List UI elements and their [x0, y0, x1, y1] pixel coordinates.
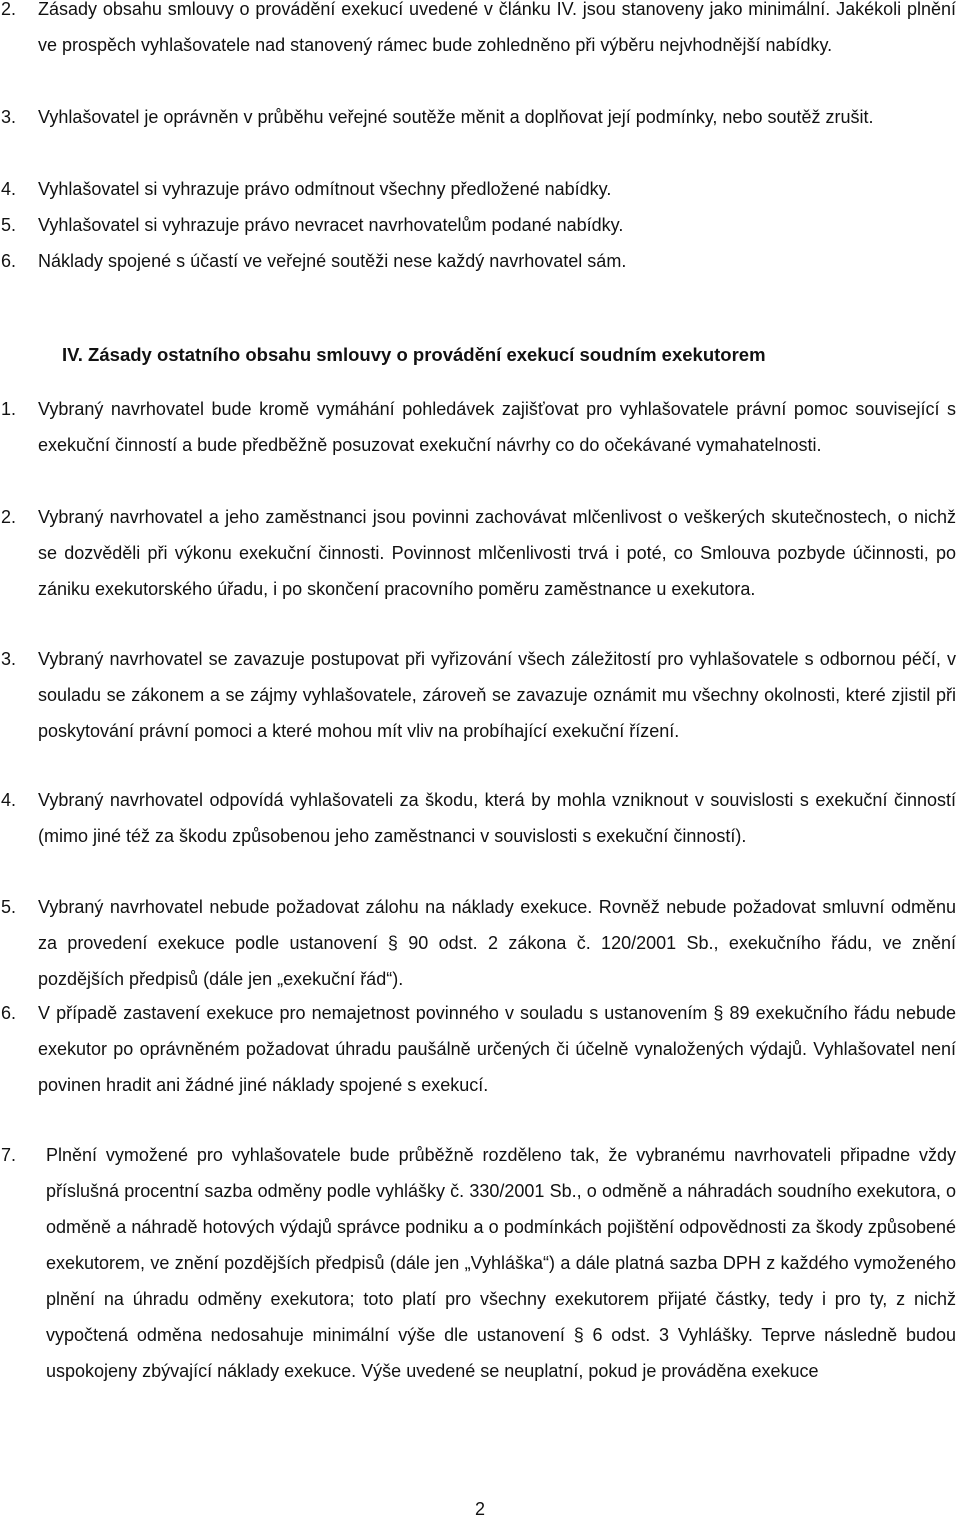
item-number: 6. — [1, 251, 17, 271]
list-item — [0, 995, 956, 1103]
item-text: Vybraný navrhovatel a jeho zaměstnanci jsou povinni zachovávat mlčenlivost o veškerých skutečnostech, o nichž se dozvěděli při výkonu exekuční činnosti. Povinnost mlčenlivosti trvá i poté, co Smlouva pozbyde účinnosti, po zániku exekutorského úřadu, i po skončení pracovního poměru zaměstnance u exekutora. — [38, 507, 956, 599]
item-number: 2. — [1, 507, 17, 527]
list-item — [0, 1137, 956, 1389]
item-number: 6. — [1, 1003, 17, 1023]
item-text: Vybraný navrhovatel odpovídá vyhlašovateli za škodu, která by mohla vzniknout v souvislosti s exekuční činností (mimo jiné též za škodu způsobenou jeho zaměstnanci v souvislosti s exekuční činností). — [38, 790, 956, 846]
item-text: Vyhlašovatel si vyhrazuje právo odmítnout všechny předložené nabídky. — [38, 179, 612, 199]
list-item — [0, 99, 956, 135]
item-number: 1. — [1, 399, 17, 419]
item-text: Vybraný navrhovatel bude kromě vymáhání pohledávek zajišťovat pro vyhlašovatele právní pomoc související s exekuční činností a bude předběžně posuzovat exekuční návrhy co do očekávané vymahatelnosti. — [38, 399, 956, 455]
section-heading: IV. Zásady ostatního obsahu smlouvy o provádění exekucí soudním exekutorem — [62, 344, 766, 365]
item-number: 5. — [1, 215, 17, 235]
page-number: 2 — [474, 1499, 485, 1519]
list-item — [0, 499, 956, 607]
item-text: Náklady spojené s účastí ve veřejné soutěži nese každý navrhovatel sám. — [38, 251, 627, 271]
item-text: Zásady obsahu smlouvy o provádění exekucí uvedené v článku IV. jsou stanoveny jako minimální. Jakékoli plnění ve prospěch vyhlašovatele nad stanovený rámec bude zohledněno při výběru nejvhodnější nabídky. — [38, 0, 956, 55]
list-item — [0, 0, 956, 63]
list-item — [0, 207, 956, 243]
item-number: 3. — [1, 107, 17, 127]
item-text: Plnění vymožené pro vyhlašovatele bude průběžně rozděleno tak, že vybranému navrhovateli připadne vždy příslušná procentní sazba odměny podle vyhlášky č. 330/2001 Sb., o odměně a náhradách soudního exekutora, o odměně a náhradě hotových výdajů správce podniku a o podmínkách pojištění odpovědnosti za škody způsobené exekutorem, ve znění pozdějších předpisů (dále jen „Vyhláška“) a dále platná sazba DPH z každého vymoženého plnění na úhradu odměny exekutora; toto platí pro všechny exekutorem přijaté částky, tedy i pro ty, z nichž vypočtená odměna nedosahuje minimální výše dle ustanovení § 6 odst. 3 Vyhlášky. Teprve následně budou uspokojeny zbývající náklady exekuce. Výše uvedené se neuplatní, pokud je prováděna exekuce — [46, 1145, 956, 1381]
item-text: Vyhlašovatel je oprávněn v průběhu veřejné soutěže měnit a doplňovat její podmínky, nebo soutěž zrušit. — [38, 107, 874, 127]
item-number: 4. — [1, 790, 17, 810]
item-number: 7. — [1, 1145, 17, 1165]
item-number: 3. — [1, 649, 17, 669]
item-number: 4. — [1, 179, 17, 199]
list-item — [0, 171, 956, 207]
list-item — [0, 391, 956, 463]
item-number: 2. — [1, 0, 17, 19]
item-text: V případě zastavení exekuce pro nemajetnost povinného v souladu s ustanovením § 89 exekučního řádu nebude exekutor po oprávněném požadovat úhradu paušálně určených či účelně vynaložených výdajů. Vyhlašovatel není povinen hradit ani žádné jiné náklady spojené s exekucí. — [38, 1003, 956, 1095]
list-item — [0, 889, 956, 997]
item-number: 5. — [1, 897, 17, 917]
list-item — [0, 641, 956, 749]
list-item — [0, 782, 956, 854]
item-text: Vybraný navrhovatel nebude požadovat zálohu na náklady exekuce. Rovněž nebude požadovat smluvní odměnu za provedení exekuce podle ustanovení § 90 odst. 2 zákona č. 120/2001 Sb., exekučního řádu, ve znění pozdějších předpisů (dále jen „exekuční řád“). — [38, 897, 956, 989]
list-item — [0, 243, 956, 279]
item-text: Vyhlašovatel si vyhrazuje právo nevracet navrhovatelům podané nabídky. — [38, 215, 624, 235]
item-text: Vybraný navrhovatel se zavazuje postupovat při vyřizování všech záležitostí pro vyhlašovatele s odbornou péčí, v souladu se zákonem a se zájmy vyhlašovatele, zároveň se zavazuje oznámit mu všechny okolnosti, které zjistil při poskytování právní pomoci a které mohou mít vliv na probíhající exekuční řízení. — [38, 649, 956, 741]
